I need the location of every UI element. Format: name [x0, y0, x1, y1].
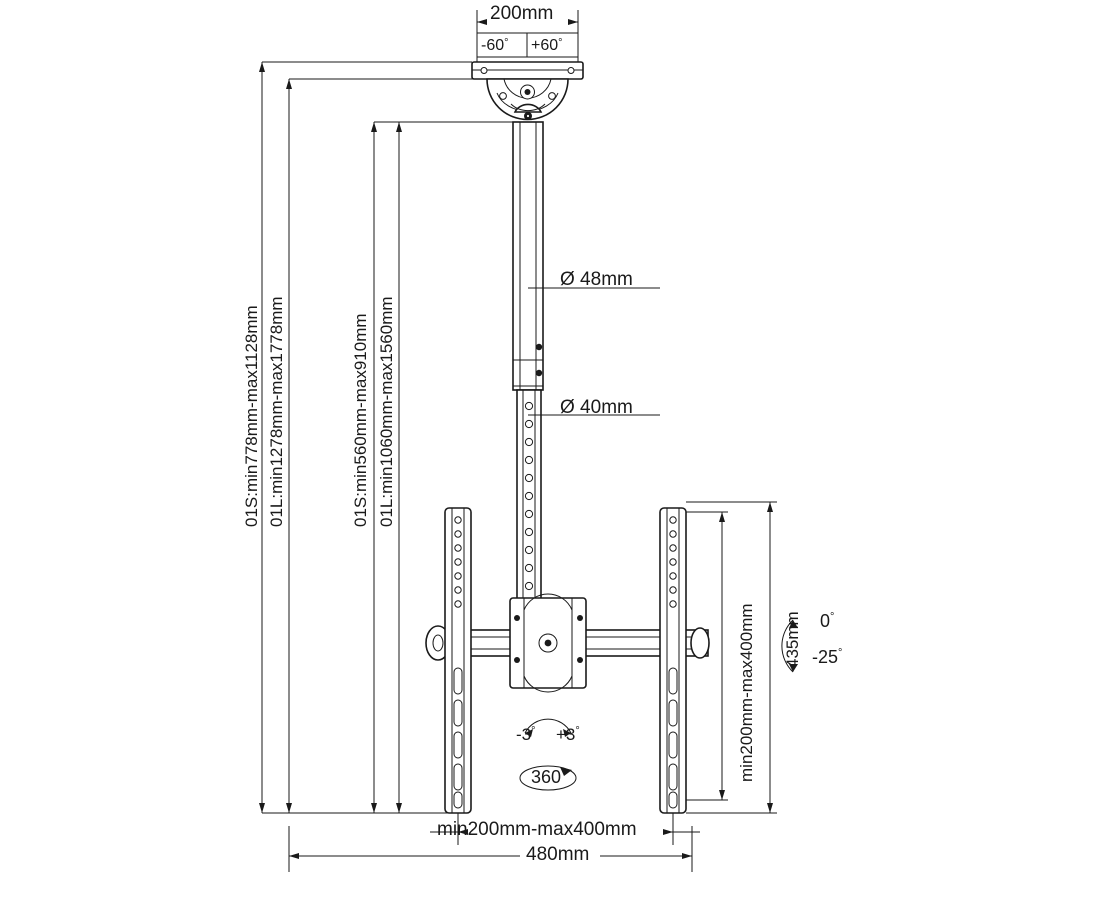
swivel-pos-value: +60	[531, 37, 559, 54]
roll-neg-value: -3	[516, 725, 532, 744]
diameter-leaders	[528, 288, 660, 418]
label-tilt-negative	[812, 648, 842, 666]
tilt-zero-value: 0	[820, 611, 831, 631]
tilt-neg-value: -25	[812, 647, 839, 667]
label-drop-01s: 01S:min560mm-max910mm	[351, 313, 370, 527]
label-rotation-360: 360	[531, 767, 562, 787]
deg-sign-1: °	[504, 37, 509, 49]
lower-tube	[517, 390, 541, 615]
label-swivel-positive	[531, 38, 563, 54]
label-panel-height: 435mm	[783, 611, 802, 668]
label-roll-negative	[516, 726, 536, 743]
label-tube-diameter-upper: Ø 48mm	[560, 269, 633, 290]
right-rail	[660, 508, 686, 813]
ceiling-plate-group	[472, 10, 583, 120]
label-height-01l: 01L:min1278mm-max1778mm	[267, 296, 286, 527]
swivel-neg-value: -60	[481, 37, 505, 54]
label-tilt-zero	[820, 612, 834, 630]
label-bottom-width-range: min200mm-max400mm	[437, 819, 637, 840]
deg-sign-6: °	[575, 725, 580, 737]
deg-sign-5: °	[531, 725, 536, 737]
label-height-01s: 01S:min778mm-max1128mm	[242, 305, 261, 527]
label-tube-diameter-lower: Ø 40mm	[560, 397, 633, 418]
label-swivel-negative	[481, 38, 509, 54]
label-panel-height-range: min200mm-max400mm	[737, 603, 756, 782]
roll-pos-value: +3	[556, 725, 576, 744]
upper-tube	[513, 122, 543, 390]
deg-sign-3: °	[830, 611, 835, 623]
label-bottom-width: 480mm	[526, 844, 590, 865]
label-drop-01l: 01L:min1060mm-max1560mm	[377, 296, 396, 527]
tilt-head	[510, 594, 586, 692]
label-roll-positive	[556, 726, 580, 743]
deg-sign-4: °	[838, 647, 843, 659]
left-rail	[445, 508, 471, 813]
label-top-width: 200mm	[490, 3, 554, 24]
deg-sign-2: °	[558, 37, 563, 49]
